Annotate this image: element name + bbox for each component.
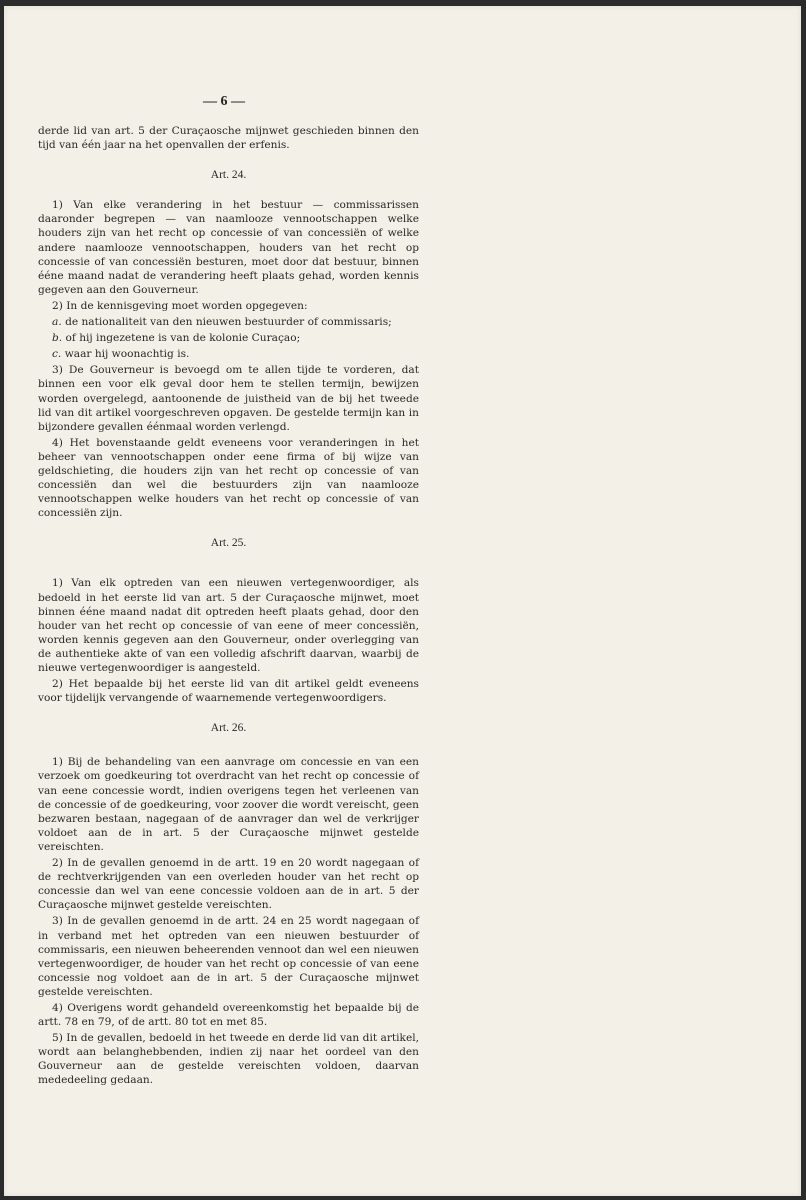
art24-item-b (38, 331, 419, 345)
page-number: — 6 — (203, 94, 245, 109)
art26-paragraph-5: 5) In de gevallen, bedoeld in het tweede en derde lid van dit artikel, wordt aan belanghebbenden, indien zij naar het oordeel van den Gouverneur aan de gestelde vereischten voldoen, daarvan mededeeling gedaan. (38, 1032, 419, 1087)
art25-paragraph-2: 2) Het bepaalde bij het eerste lid van dit artikel geldt eveneens voor tijdelijk vervangende of waarnemende vertegenwoordigers. (38, 678, 419, 705)
art26-paragraph-4: 4) Overigens wordt gehandeld overeenkomstig het bepaalde bij de artt. 78 en 79, of de artt. 80 tot en met 85. (38, 1001, 419, 1029)
art24-paragraph-1: 1) Van elke verandering in het bestuur — commissarissen daaronder begrepen — van naamlooze vennootschappen welke houders zijn van het recht op concessie of van concessiën of welke andere naamlooze vennootschappen, houders van het recht op concessie of van concessiën besturen, moet door dat bestuur, binnen ééne maand nadat de verandering heeft plaats gehad, worden kennis gegeven aan den Gouverneur. (38, 199, 419, 296)
art26-paragraph-2: 2) In de gevallen genoemd in de artt. 19 en 20 wordt nagegaan of de rechtverkrijgenden van een overleden houder van het recht op concessie dan wel van eene concessie voldoen aan de in art. 5 der Curaçaosche mijnwet gestelde vereischten. (38, 857, 419, 912)
art24-item-a-label: a. (52, 316, 62, 329)
intro-paragraph: derde lid van art. 5 der Curaçaosche mijnwet geschieden binnen den tijd van één jaar na het openvallen der erfenis. (38, 125, 419, 152)
art24-item-c (38, 347, 419, 361)
art24-item-a-text: de nationaliteit van den nieuwen bestuurder of commissaris; (65, 316, 392, 329)
art24-paragraph-3: 3) De Gouverneur is bevoegd om te allen tijde te vorderen, dat binnen een voor elk geval door hem te stellen termijn, bewijzen worden overgelegd, aantoonende de juistheid van de bij het tweede lid van dit artikel voorgeschreven opgaven. De gestelde termijn kan in bijzondere gevallen éénmaal worden verlengd. (38, 364, 419, 433)
art26-paragraph-3: 3) In de gevallen genoemd in de artt. 24 en 25 wordt nagegaan of in verband met het optreden van een nieuwen bestuurder of commissaris, een nieuwen beheerenden vennoot dan wel een nieuwen vertegenwoordiger, de houder van het recht op concessie of van eene concessie nog voldoet aan de in art. 5 der Curaçaosche mijnwet gestelde vereischten. (38, 915, 419, 998)
article-25-heading: Art. 25. (210, 537, 247, 550)
article-24-heading: Art. 24. (210, 169, 247, 182)
art26-paragraph-1: 1) Bij de behandeling van een aanvrage om concessie en van een verzoek om goedkeuring tot overdracht van het recht op concessie of van eene concessie wordt, indien overigens tegen het verleenen van de concessie of de goedkeuring, voor zoover die wordt vereischt, geen bezwaren bestaan, nagegaan of de aanvrager dan wel de verkrijger voldoet aan de in art. 5 der Curaçaosche mijnwet gestelde vereischten. (38, 756, 419, 853)
art24-item-c-text: waar hij woonachtig is. (64, 348, 190, 361)
art24-item-b-label: b. (52, 332, 63, 345)
art24-item-a (38, 315, 419, 329)
art24-item-c-label: c. (52, 348, 62, 361)
document-page (4, 6, 801, 1196)
art25-paragraph-1: 1) Van elk optreden van een nieuwen vertegenwoordiger, als bedoeld in het eerste lid van art. 5 der Curaçaosche mijnwet, moet binnen ééne maand nadat dit optreden heeft plaats gehad, door den houder van het recht op concessie of van eene of meer concessiën, worden kennis gegeven aan den Gouverneur, onder overlegging van de authentieke akte of van een volledig afschrift daarvan, waarbij de nieuwe vertegenwoordiger is aangesteld. (38, 577, 419, 674)
art24-item-b-text: of hij ingezetene is van de kolonie Curaçao; (65, 332, 301, 345)
page-content (38, 124, 419, 1090)
art24-paragraph-4: 4) Het bovenstaande geldt eveneens voor veranderingen in het beheer van vennootschappen onder eene firma of bij wijze van geldschieting, die houders zijn van het recht op concessie of van concessiën dan wel die bestuurders zijn van naamlooze vennootschappen welke houders van het recht op concessie of van concessiën zijn. (38, 436, 419, 520)
art24-paragraph-2: 2) In de kennisgeving moet worden opgegeven: (52, 299, 308, 312)
article-26-heading: Art. 26. (210, 722, 247, 735)
